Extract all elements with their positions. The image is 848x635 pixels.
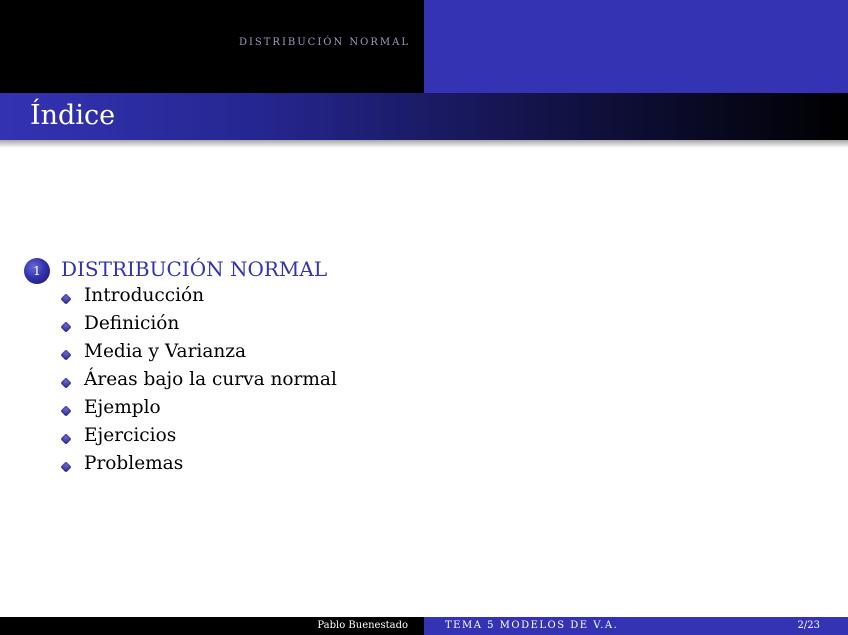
toc-subsection-label[interactable]: Definición	[84, 313, 180, 334]
frame-title: Índice	[30, 100, 116, 131]
section-nav-link[interactable]: DISTRIBUCIÓN NORMAL	[238, 37, 410, 48]
footer-author: Pablo Buenestado	[317, 620, 408, 631]
diamond-bullet-icon	[60, 349, 71, 360]
footer-bar	[0, 617, 848, 635]
diamond-bullet-icon	[60, 293, 71, 304]
page-number: 2/23	[797, 620, 820, 631]
frame-title-bar	[0, 93, 848, 140]
header-right-panel	[424, 0, 848, 93]
section-number-ball-icon: 1	[24, 258, 50, 284]
title-bar-shadow	[0, 140, 848, 148]
toc-subsection-label[interactable]: Problemas	[84, 453, 184, 474]
diamond-bullet-icon	[60, 461, 71, 472]
footer-presentation-title: TEMA 5 MODELOS DE V.A.	[445, 620, 619, 631]
toc-section-title[interactable]: DISTRIBUCIÓN NORMAL	[61, 257, 328, 281]
toc-subsection-label[interactable]: Áreas bajo la curva normal	[84, 369, 337, 390]
diamond-bullet-icon	[60, 433, 71, 444]
header-bar	[0, 0, 848, 93]
toc-subsection-label[interactable]: Ejercicios	[84, 425, 177, 446]
diamond-bullet-icon	[60, 321, 71, 332]
diamond-bullet-icon	[60, 377, 71, 388]
toc-subsection-label[interactable]: Media y Varianza	[84, 341, 247, 362]
toc-subsection-label[interactable]: Ejemplo	[84, 397, 161, 418]
toc-subsection-label[interactable]: Introducción	[84, 285, 205, 306]
diamond-bullet-icon	[60, 405, 71, 416]
